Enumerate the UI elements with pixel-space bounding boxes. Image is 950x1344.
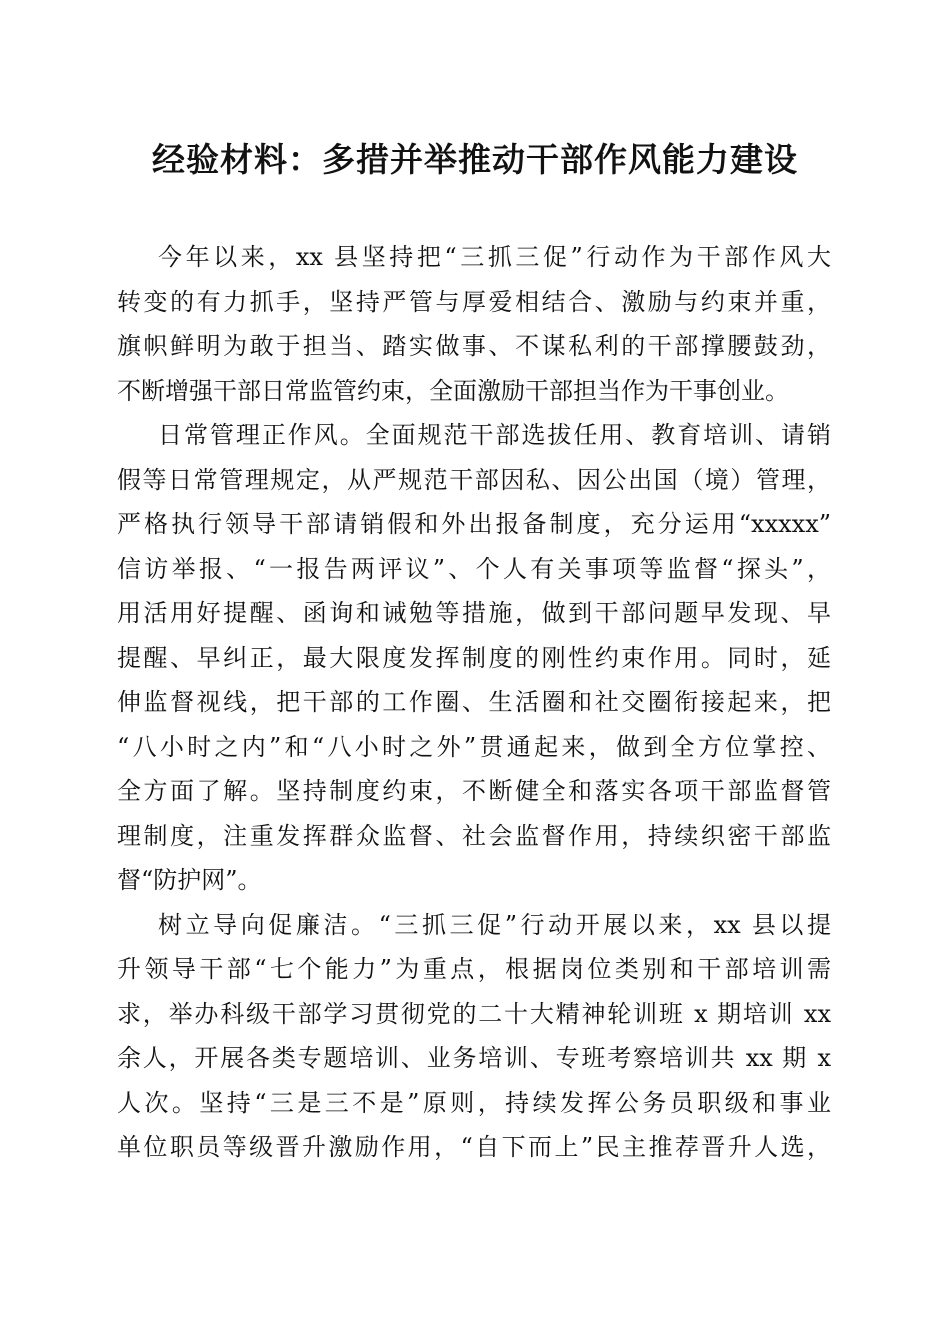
paragraph-line: 树立导向促廉洁。“三抓三促”行动开展以来，xx 县以提 (158, 910, 831, 939)
paragraph-line: 全方面了解。坚持制度约束，不断健全和落实各项干部监督管 (117, 777, 831, 805)
paragraph-line: 转变的有力抓手，坚持严管与厚爱相结合、激励与约束并重， (117, 287, 831, 316)
paragraph-line: 今年以来，xx 县坚持把“三抓三促”行动作为干部作风大 (158, 243, 831, 271)
document-body (117, 235, 831, 1170)
paragraph-line: 不断增强干部日常监管约束，全面激励干部担当作为干事创业。 (117, 376, 789, 405)
paragraph-line: 单位职员等级晋升激励作用，“自下而上”民主推荐晋升人选， (117, 1133, 831, 1161)
paragraph-line: 提醒、早纠正，最大限度发挥制度的刚性约束作用。同时，延 (117, 643, 831, 672)
paragraph (117, 235, 831, 413)
paragraph-line: 升领导干部“七个能力”为重点，根据岗位类别和干部培训需 (117, 955, 831, 983)
paragraph-line: 人次。坚持“三是三不是”原则，持续发挥公务员职级和事业 (117, 1088, 831, 1117)
paragraph-line: 余人，开展各类专题培训、业务培训、专班考察培训共 xx 期 x (117, 1044, 831, 1072)
paragraph-line: 旗帜鲜明为敢于担当、踏实做事、不谋私利的干部撑腰鼓劲， (117, 332, 831, 360)
paragraph-line: 日常管理正作风。全面规范干部选拔任用、教育培训、请销 (158, 421, 831, 449)
document-title: 经验材料：多措并举推动干部作风能力建设 (152, 140, 798, 179)
paragraph (117, 413, 831, 903)
paragraph-line: 严格执行领导干部请销假和外出报备制度，充分运用“xxxxx” (117, 510, 831, 538)
paragraph-line: 求，举办科级干部学习贯彻党的二十大精神轮训班 x 期培训 xx (117, 999, 831, 1028)
paragraph (117, 903, 831, 1170)
paragraph-line: 伸监督视线，把干部的工作圈、生活圈和社交圈衔接起来，把 (117, 688, 831, 716)
paragraph-line: 督“防护网”。 (117, 866, 262, 894)
paragraph-line: “八小时之内”和“八小时之外”贯通起来，做到全方位掌控、 (117, 732, 831, 761)
paragraph-line: 用活用好提醒、函询和诫勉等措施，做到干部问题早发现、早 (117, 599, 831, 627)
paragraph-line: 理制度，注重发挥群众监督、社会监督作用，持续织密干部监 (117, 821, 831, 850)
paragraph-line: 信访举报、“一报告两评议”、个人有关事项等监督“探头”， (117, 554, 831, 583)
paragraph-line: 假等日常管理规定，从严规范干部因私、因公出国（境）管理， (117, 465, 831, 494)
